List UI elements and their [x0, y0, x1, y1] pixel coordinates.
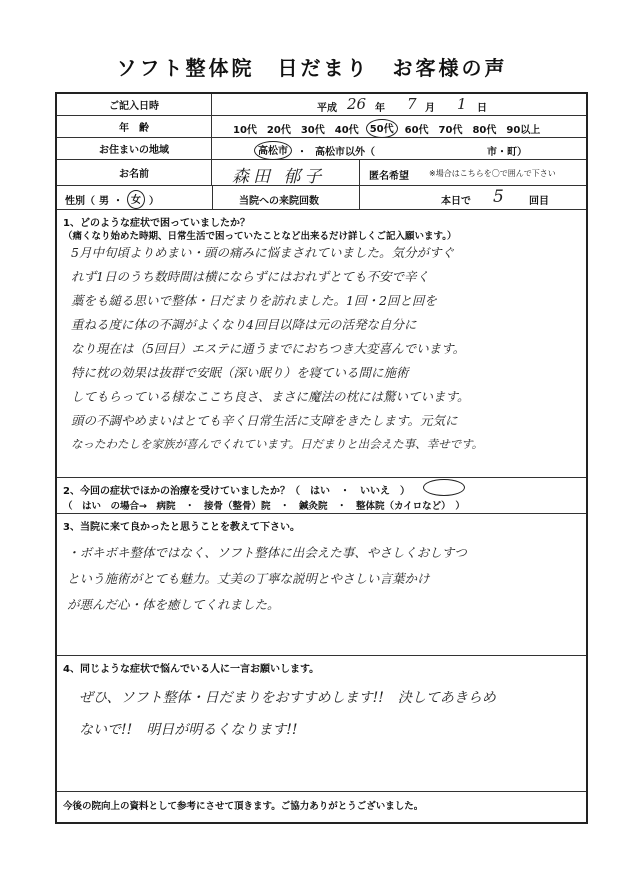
q1-answer-line: 頭の不調やめまいはとても辛く日常生活に支障をきたします。元気に: [71, 413, 458, 428]
year-value: 26: [347, 95, 367, 113]
month-unit: 月: [425, 103, 435, 114]
q4-answer-line: ぜひ、ソフト整体・日だまりをおすすめします!! 決してあきらめ: [79, 690, 496, 706]
date-label: ご記入日時: [57, 94, 212, 115]
anon-label: 匿名希望: [369, 171, 409, 182]
q3-answer-line: という施術がとても魅力。丈美の丁寧な説明とやさしい言葉かけ: [67, 571, 430, 586]
area-outside: 高松市以外（: [315, 147, 375, 158]
age-option: 20代: [266, 125, 291, 136]
age-option: 70代: [438, 125, 463, 136]
feedback-form: [55, 92, 588, 824]
gender-female-selected: 女: [127, 190, 145, 209]
anon-note: ※場合はこちらを〇で囲んで下さい: [429, 169, 556, 178]
name-row: [57, 160, 586, 186]
day-value: 1: [457, 95, 467, 113]
area-row: [57, 138, 586, 160]
month-value: 7: [407, 95, 417, 113]
day-unit: 日: [477, 103, 487, 114]
visit-unit: 回目: [529, 196, 549, 207]
q4-question: 4、同じような症状で悩んでいる人に一言お願いします。: [63, 664, 320, 675]
q4-section: [57, 656, 586, 792]
age-option: 40代: [334, 125, 359, 136]
age-option: 30代: [300, 125, 325, 136]
divider: [359, 186, 360, 209]
q3-section: [57, 514, 586, 656]
year-unit: 年: [375, 103, 385, 114]
area-suffix: 市・町）: [487, 147, 527, 158]
divider: [359, 160, 360, 185]
page-title: ソフト整体院 日だまり お客様の声: [116, 56, 508, 80]
q1-answer-line: 重ねる度に体の不調がよくなり4回目以降は元の活発な自分に: [71, 317, 417, 332]
q2-section: [57, 478, 586, 514]
area-options: [257, 143, 375, 158]
visits-label: 当院への来院回数: [239, 196, 319, 207]
q2-answer-circle: [423, 479, 465, 496]
age-option: 90以上: [506, 125, 541, 136]
q1-answer-line: なったわたしを家族が喜んでくれています。日だまりと出会えた事、幸せです。: [71, 437, 484, 451]
gender-close: ）: [149, 196, 159, 207]
q3-question: 3、当院に来て良かったと思うことを教えて下さい。: [63, 522, 300, 533]
age-options: [233, 121, 540, 136]
area-takamatsu: 高松市: [254, 141, 292, 160]
q1-answer-line: 藁をも縋る思いで整体・日だまりを訪れました。1回・2回と回を: [71, 293, 437, 308]
q1-question: 1、どのような症状で困っていましたか？: [63, 218, 250, 229]
q1-answer-line: 特に枕の効果は抜群で安眠（深い眠り）を寝ている間に施術: [71, 365, 409, 380]
q2-subtext: （ はい の場合→ 病院 ・ 接骨（整骨）院 ・ 鍼灸院 ・ 整体院（カイロなど） ）: [63, 501, 465, 512]
q1-subtext: （痛くなり始めた時期、日常生活で困っていたことなど出来るだけ詳しくご記入願います。）: [63, 231, 457, 242]
name-value: 森田 郁子: [232, 167, 326, 187]
age-option: 80代: [472, 125, 497, 136]
age-row: [57, 116, 586, 138]
era: 平成: [317, 103, 337, 114]
q1-answer-line: なり現在は（5回目）エステに通うまでにおちつき大変喜んでいます。: [71, 341, 466, 356]
q1-section: [57, 210, 586, 478]
today-label: 本日で: [441, 196, 471, 207]
area-label: お住まいの地域: [57, 138, 212, 159]
gender-male: 男: [99, 196, 109, 207]
q1-answer-line: 5月中旬頃よりめまい・頭の痛みに悩まされていました。気分がすぐ: [71, 245, 454, 260]
gender-row: [57, 186, 586, 210]
q3-answer-line: ・ボキボキ整体ではなく、ソフト整体に出会えた事、やさしくおしすつ: [67, 545, 467, 560]
name-label: お名前: [57, 160, 212, 185]
gender-sep: ・: [113, 196, 123, 207]
q1-answer-line: れず1日のうち数時間は横にならずにはおれずとても不安で辛く: [71, 269, 429, 284]
age-option: 10代: [233, 125, 257, 136]
age-option: 60代: [404, 125, 429, 136]
gender-field: [65, 192, 159, 207]
footer-note: 今後の院向上の資料として参考にさせて頂きます。ご協力ありがとうございました。: [63, 801, 424, 812]
divider: [212, 186, 213, 209]
date-row: [57, 94, 586, 116]
q3-answer-line: が悪んだ心・体を癒してくれました。: [67, 597, 280, 612]
age-label: 年 齢: [57, 116, 212, 137]
q2-question: 2、今回の症状でほかの治療を受けていましたか？（ はい ・ いいえ ）: [63, 486, 410, 497]
q1-answer-line: してもらっている様なここち良さ、まさに魔法の枕には驚いています。: [71, 389, 470, 404]
q4-answer-line: ないで!! 明日が明るくなります!!: [79, 722, 298, 738]
gender-label: 性別（: [65, 196, 95, 207]
age-option-selected: 50代: [366, 119, 398, 138]
visit-count: 5: [493, 187, 504, 207]
area-sep: ・: [297, 147, 307, 158]
